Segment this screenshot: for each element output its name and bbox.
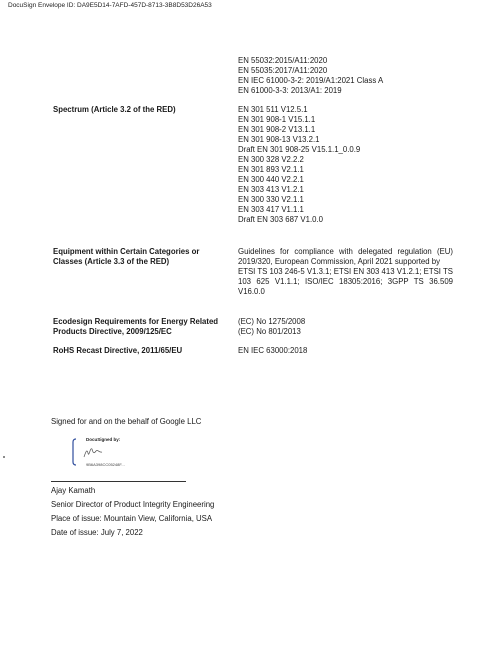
regulation-item: (EC) No 801/2013: [238, 327, 301, 336]
signature-line: [51, 481, 186, 482]
standard-item: EN 300 330 V2.1.1: [238, 195, 304, 204]
standard-item: EN 303 413 V1.2.1: [238, 185, 304, 194]
standard-item: EN IEC 63000:2018: [238, 346, 308, 355]
standard-item: EN 55035:2017/A11:2020: [238, 66, 328, 75]
signatory-block: [51, 484, 214, 540]
margin-mark: [3, 456, 5, 458]
standard-item: EN 301 908-1 V15.1.1: [238, 115, 316, 124]
standard-item: EN 301 511 V12.5.1: [238, 105, 308, 114]
docusigned-by-label: DocuSigned by:: [86, 437, 121, 442]
envelope-id: DocuSign Envelope ID: DA9E5D14-7AFD-457D-8713-3B8D53D26A53: [8, 2, 212, 9]
equipment-categories-text: [238, 247, 453, 297]
standard-item: EN 301 908-13 V13.2.1: [238, 135, 320, 144]
emc-standards-list: [238, 56, 453, 96]
regulation-item: (EC) No 1275/2008: [238, 317, 306, 326]
standard-item: Draft EN 303 687 V1.0.0: [238, 215, 323, 224]
docusign-stamp-id: 9B6A398CC05248F...: [86, 462, 125, 467]
standard-item: Draft EN 301 908-25 V15.1.1_0.0.9: [238, 145, 361, 154]
standard-item: EN 300 440 V2.2.1: [238, 175, 304, 184]
handwritten-signature: [84, 449, 102, 457]
standard-item: EN 303 417 V1.1.1: [238, 205, 304, 214]
ecodesign-regulations-list: [238, 317, 453, 337]
standard-item: EN 301 893 V2.1.1: [238, 165, 304, 174]
standard-item: EN IEC 61000-3-2: 2019/A1:2021 Class A: [238, 76, 384, 85]
guidelines-text: Guidelines for compliance with delegated regulation (EU) 2019/320, European Commission, April 2021 supported by: [238, 247, 453, 266]
date-of-issue: Date of issue: July 7, 2022: [51, 528, 143, 537]
signatory-name: Ajay Kamath: [51, 486, 96, 495]
spectrum-standards-list: [238, 105, 453, 225]
spectrum-label: Spectrum (Article 3.2 of the RED): [53, 105, 176, 114]
standard-item: EN 55032:2015/A11:2020: [238, 56, 328, 65]
rohs-label: RoHS Recast Directive, 2011/65/EU: [53, 346, 183, 355]
standard-item: EN 301 908-2 V13.1.1: [238, 125, 316, 134]
equipment-categories-label: Equipment within Certain Categories or Classes (Article 3.3 of the RED): [53, 247, 200, 266]
supporting-standards-text: ETSI TS 103 246-5 V1.3.1; ETSI EN 303 413 V1.2.1; ETSI TS 103 625 V1.1.1; ISO/IEC 18305:2016; 3GPP TS 36.509 V16.0.0: [238, 267, 453, 296]
signed-for-text: Signed for and on the behalf of Google LLC: [51, 417, 202, 426]
signatory-title: Senior Director of Product Integrity Engineering: [51, 500, 215, 509]
place-of-issue: Place of issue: Mountain View, California, USA: [51, 514, 213, 523]
docusign-stamp: [70, 435, 160, 469]
standard-item: EN 300 328 V2.2.2: [238, 155, 304, 164]
rohs-standards-list: [238, 346, 453, 356]
standard-item: EN 61000-3-3: 2013/A1: 2019: [238, 86, 342, 95]
ecodesign-label: Ecodesign Requirements for Energy Related Products Directive, 2009/125/EC: [53, 317, 219, 336]
